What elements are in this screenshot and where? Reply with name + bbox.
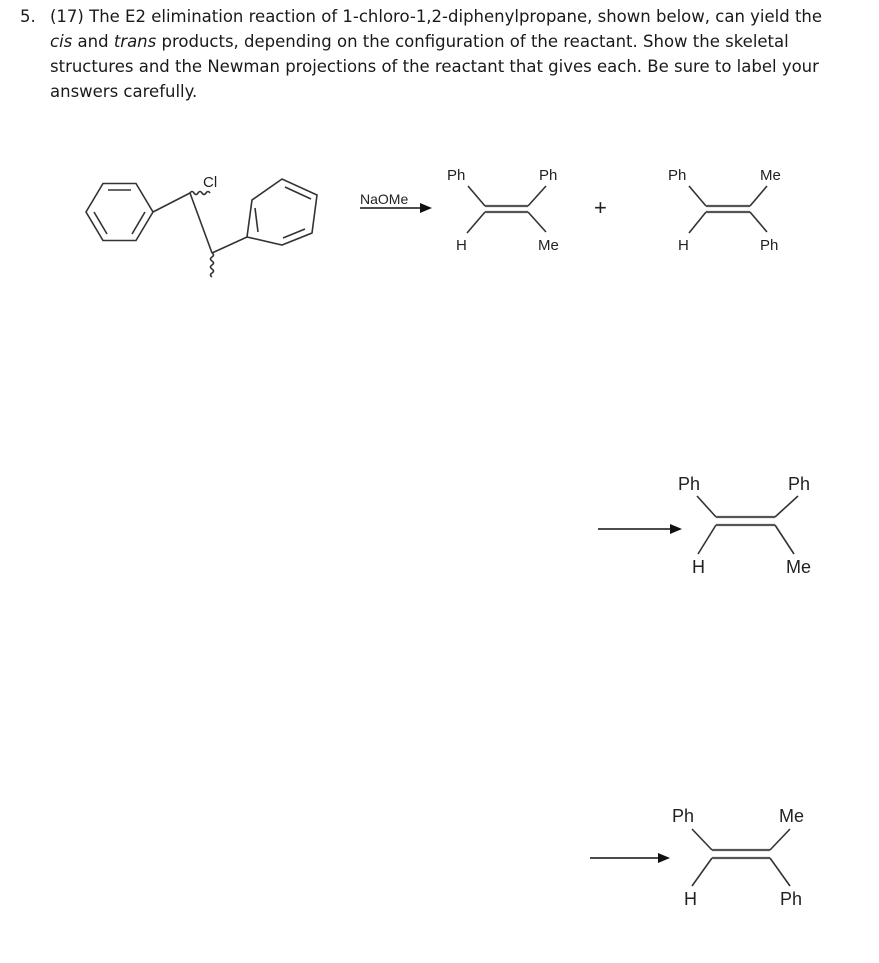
reagent-label: NaOMe — [360, 191, 409, 207]
answer-1-top-right: Ph — [788, 474, 811, 494]
product-1 — [447, 167, 559, 254]
question-text-3: products, depending on the configuration of the reactant. Show the skeletal structures and the Newman projections of the reactant that gives each. Be sure to label your answers carefully. — [50, 32, 819, 101]
plus-sign: + — [594, 195, 607, 220]
reactant-structure — [86, 174, 317, 277]
phenyl-ring-left — [86, 184, 153, 241]
wavy-bond-me — [211, 253, 214, 277]
answer-2-bottom-right: Ph — [780, 889, 803, 909]
answer-1-bottom-left: H — [692, 557, 705, 577]
product-1-bottom-left: H — [456, 237, 467, 254]
question-points: (17) — [50, 7, 84, 26]
answer-2-bottom-left: H — [684, 889, 697, 909]
bond-c2-ring — [212, 237, 247, 253]
bond-c1-c2 — [190, 193, 212, 253]
product-2-bottom-right: Ph — [760, 237, 779, 254]
bond-ring-c1 — [153, 193, 190, 212]
question-number: 5. — [20, 7, 36, 26]
answer-2-top-left: Ph — [672, 806, 695, 826]
product-2-bottom-left: H — [678, 237, 689, 254]
product-2 — [668, 167, 781, 254]
trans-term: trans — [113, 32, 157, 51]
question-text-1: The E2 elimination reaction of 1-chloro-1,2-diphenylpropane, shown below, can yield the — [89, 7, 823, 26]
chlorine-label: Cl — [203, 174, 218, 191]
question-text-2: and — [77, 32, 109, 51]
answer-scheme-1 — [598, 474, 811, 577]
product-1-top-left: Ph — [447, 167, 466, 184]
product-2-top-left: Ph — [668, 167, 687, 184]
answer-1-top-left: Ph — [678, 474, 701, 494]
cis-term: cis — [50, 32, 73, 51]
answer-2-top-right: Me — [779, 806, 805, 826]
wavy-bond-cl — [190, 192, 210, 195]
product-1-top-right: Ph — [539, 167, 558, 184]
product-2-top-right: Me — [760, 167, 781, 184]
answer-1-bottom-right: Me — [786, 557, 812, 577]
product-1-bottom-right: Me — [538, 237, 559, 254]
answer-scheme-2 — [590, 806, 804, 909]
reaction-arrow — [360, 191, 432, 213]
phenyl-ring-right — [247, 179, 317, 245]
